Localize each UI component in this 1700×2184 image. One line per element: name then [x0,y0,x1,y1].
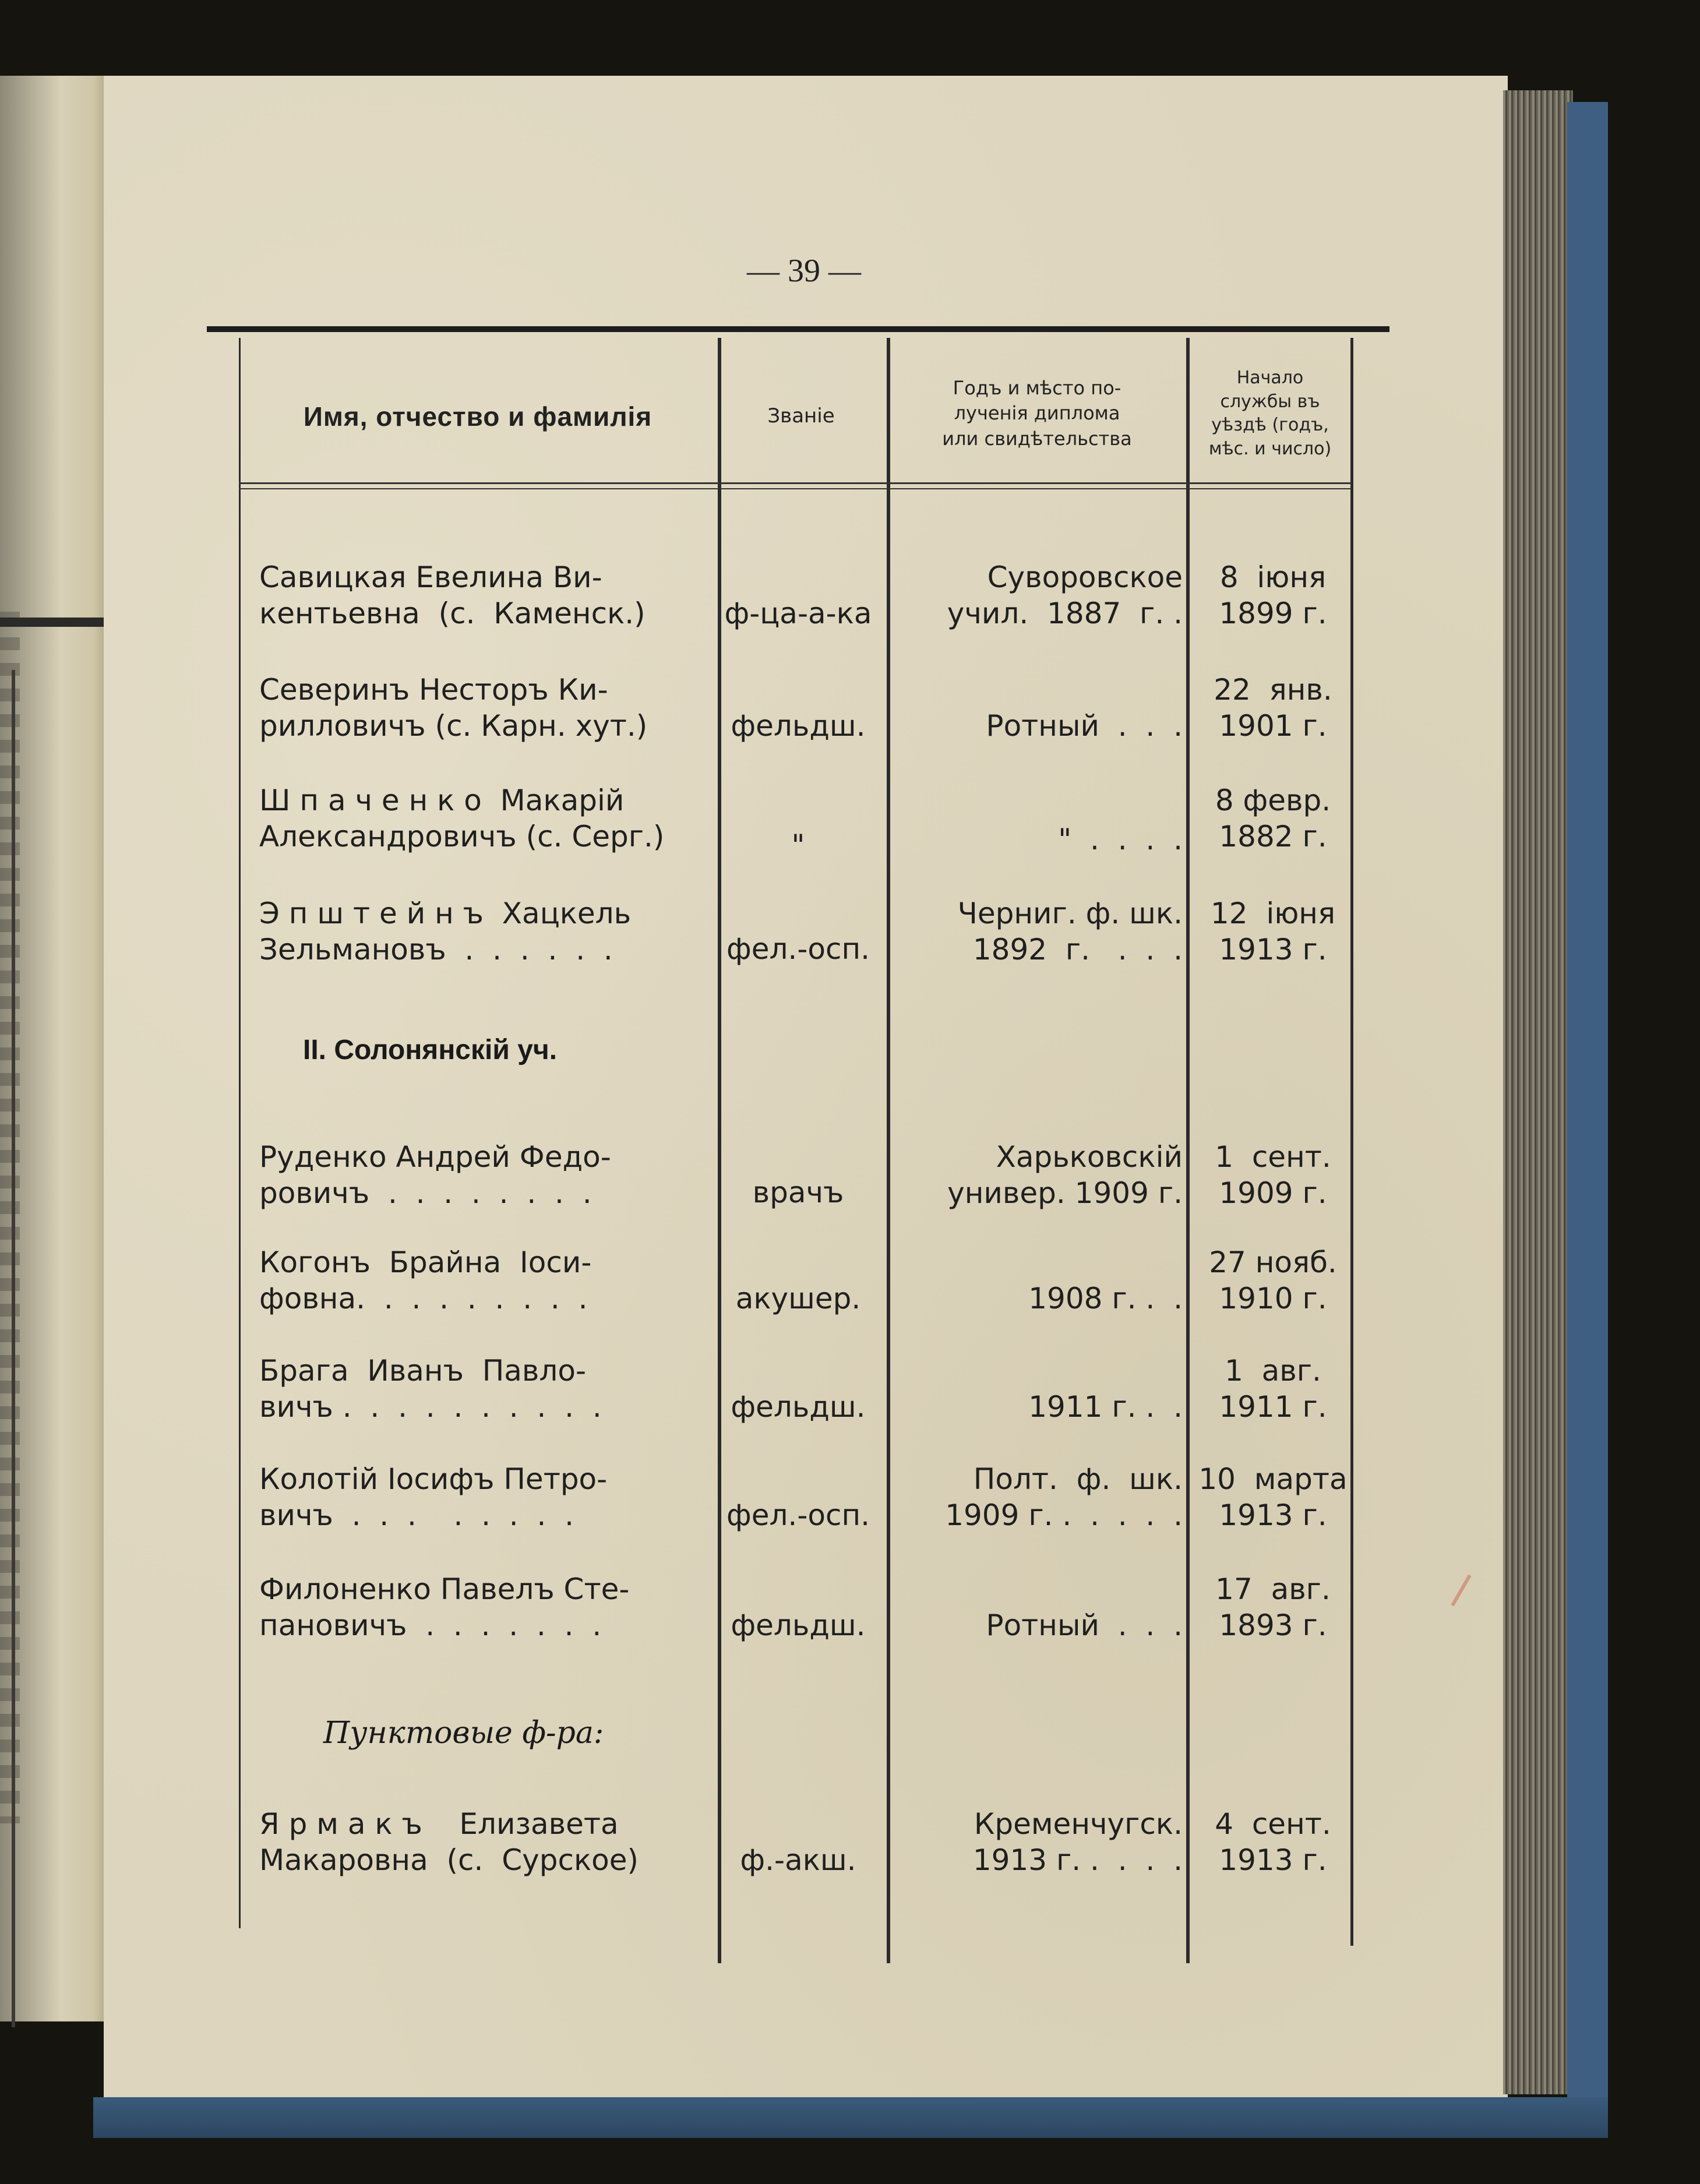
row-rank: фельдш. [731,709,866,743]
row-name: Северинъ Несторъ Ки- рилловичъ (с. Карн. хут.) [259,673,648,743]
subsection-title: Пунктовые ф-ра: [323,1716,604,1751]
row-name: Савицкая Евелина Ви- кентьевна (с. Каменск.) [259,560,646,630]
column-rule-name-rank [718,338,721,1963]
row-name: Э п ш т е й н ъ Хацкель Зельмановъ . . . . . . [259,897,632,966]
row-rank: " [791,828,805,862]
table-top-rule [207,326,1389,332]
row-service-start: 22 янв. 1901 г. [1214,673,1332,743]
row-service-start: 8 февр. 1882 г. [1215,784,1331,853]
left-page-edge [0,76,111,2021]
row-diploma: Харьковскій универ. 1909 г. [947,1140,1183,1210]
header-name: Имя, отчество и фамилія [303,401,653,432]
book-cover [1567,102,1608,2106]
row-rank: фел.-осп. [726,932,870,966]
row-diploma: Кременчугск. 1913 г. . . . . [972,1807,1183,1877]
row-rank: ф-ца-а-ка [724,597,872,630]
row-name: Когонъ Брайна Іоси- фовна. . . . . . . . . [259,1246,592,1315]
row-diploma: Суворовское учил. 1887 г. . [947,560,1183,630]
left-page-rule [0,618,105,627]
row-diploma: 1908 г. . . [1028,1282,1183,1315]
header-bottom-rule [239,482,1352,484]
row-service-start: 1 сент. 1909 г. [1215,1140,1331,1210]
row-diploma: Ротный . . . [986,1608,1183,1642]
bleed-through-text [0,612,20,1823]
header-rank: Званіе [767,404,835,428]
header-bottom-rule-2 [239,488,1352,489]
row-name: Брага Иванъ Павло- вичъ . . . . . . . . . . [259,1354,602,1424]
row-diploma: " . . . . [1058,823,1183,856]
row-service-start: 10 марта 1913 г. [1198,1462,1348,1532]
header-service-start: Начало службы въ уѣздѣ (годъ, мѣс. и число) [1208,368,1332,459]
row-service-start: 8 іюня 1899 г. [1219,560,1327,630]
row-rank: фельдш. [731,1390,866,1424]
left-page-column-line [12,670,15,2027]
row-service-start: 17 авг. 1893 г. [1215,1572,1331,1642]
page-number: — 39 — [747,253,861,289]
row-rank: ф.-акш. [740,1843,856,1877]
row-diploma: Черниг. ф. шк. 1892 г. . . . [957,897,1183,966]
row-service-start: 27 нояб. 1910 г. [1209,1246,1337,1315]
book-cover-bottom [93,2097,1608,2138]
row-name: Филоненко Павелъ Сте- пановичъ . . . . . . . [259,1572,630,1642]
page-fore-edge [1503,90,1573,2094]
row-diploma: Ротный . . . [986,709,1183,743]
row-name: Ш п а ч е н к о Макарій Александровичъ (с. Серг.) [259,784,665,853]
row-rank: акушер. [735,1282,861,1315]
row-diploma: Полт. ф. шк. 1909 г. . . . . . [945,1462,1183,1532]
row-rank: врачъ [752,1176,844,1209]
row-name: Руденко Андрей Федо- ровичъ . . . . . . . . [259,1140,611,1210]
column-rule-left [239,338,241,1928]
row-service-start: 12 іюня 1913 г. [1210,897,1336,966]
row-service-start: 4 сент. 1913 г. [1215,1807,1331,1877]
column-rule-rank-diploma [887,338,890,1963]
row-name: Я р м а к ъ Елизавета Макаровна (с. Сурское) [259,1807,639,1877]
row-rank: фельдш. [731,1608,866,1642]
header-diploma: Годъ и мѣсто по- лученія диплома или свидѣтельства [942,377,1132,450]
section-title: II. Солонянскій уч. [303,1035,558,1065]
row-diploma: 1911 г. . . [1028,1390,1183,1424]
row-service-start: 1 авг. 1911 г. [1219,1354,1327,1424]
row-name: Колотій Іосифъ Петро- вичъ . . . . . . . . [259,1462,608,1532]
row-rank: фел.-осп. [726,1498,870,1532]
